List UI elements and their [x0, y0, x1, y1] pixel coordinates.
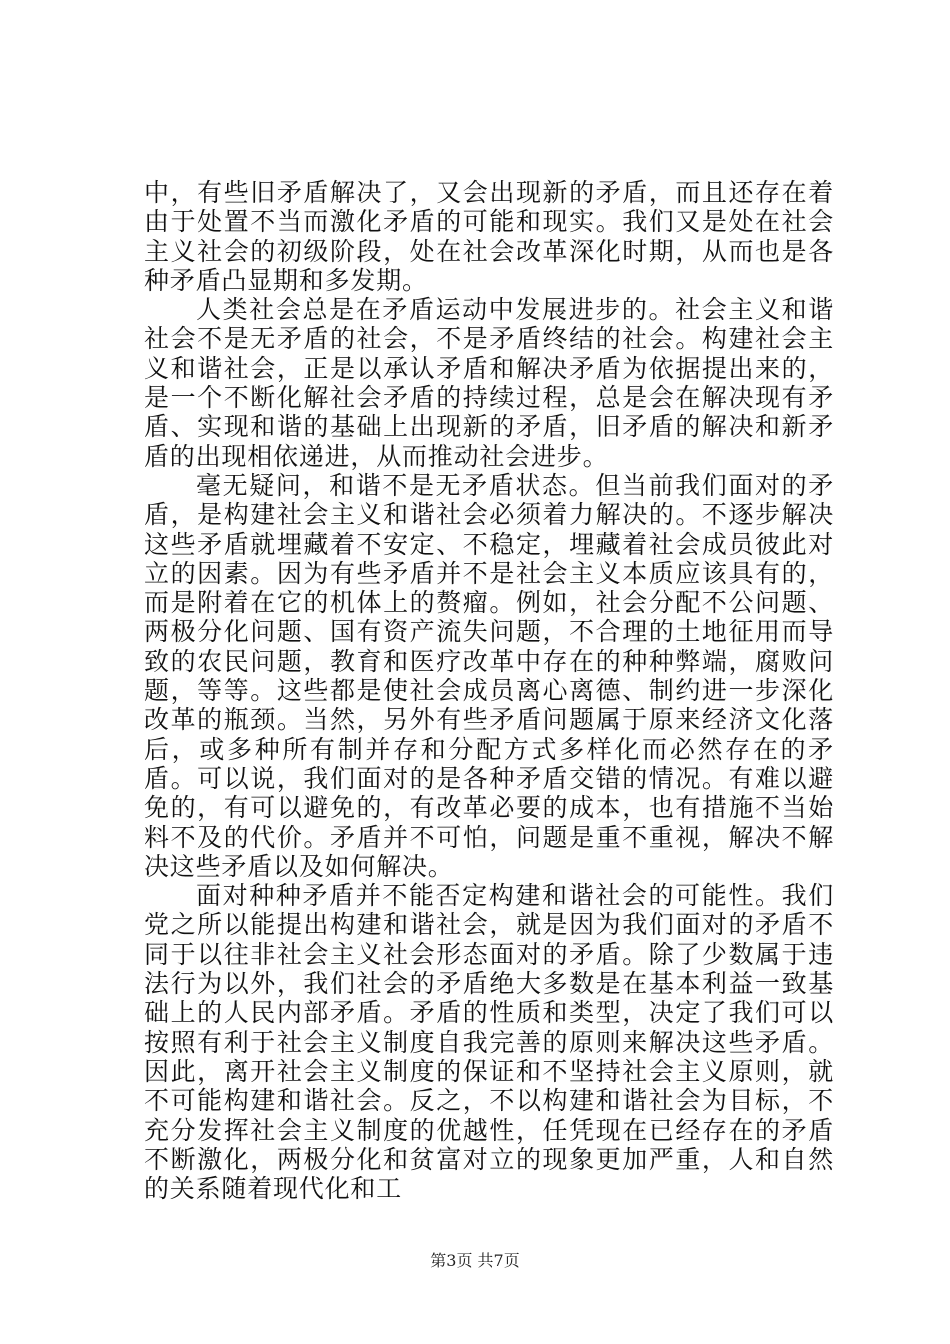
paragraph-4: 面对种种矛盾并不能否定构建和谐社会的可能性。我们党之所以能提出构建和谐社会，就是因为我们面对的矛盾不同于以往非社会主义社会形态面对的矛盾。除了少数属于违法行为以外，我们社会的矛盾绝大多数是在基本利益一致基础上的人民内部矛盾。矛盾的性质和类型，决定了我们可以按照有利于社会主义制度自我完善的原则来解决这些矛盾。因此，离开社会主义制度的保证和不坚持社会主义原则，就不可能构建和谐社会。反之，不以构建和谐社会为目标，不充分发挥社会主义制度的优越性，任凭现在已经存在的矛盾不断激化，两极分化和贫富对立的现象更加严重，人和自然的关系随着现代化和工 [144, 881, 834, 1204]
page-footer: 第3页 共7页 [430, 1251, 520, 1270]
paragraph-3: 毫无疑问，和谐不是无矛盾状态。但当前我们面对的矛盾，是构建社会主义和谐社会必须着力解决的。不逐步解决这些矛盾就埋藏着不安定、不稳定，埋藏着社会成员彼此对立的因素。因为有些矛盾并不是社会主义本质应该具有的，而是附着在它的机体上的赘瘤。例如，社会分配不公问题、两极分化问题、国有资产流失问题，不合理的土地征用而导致的农民问题，教育和医疗改革中存在的种种弊端，腐败问题，等等。这些都是使社会成员离心离德、制约进一步深化改革的瓶颈。当然，另外有些矛盾问题属于原来经济文化落后，或多种所有制并存和分配方式多样化而必然存在的矛盾。可以说，我们面对的是各种矛盾交错的情况。有难以避免的，有可以避免的，有改革必要的成本，也有措施不当始料不及的代价。矛盾并不可怕，问题是重不重视，解决不解决这些矛盾以及如何解决。 [144, 470, 834, 881]
body-text [144, 178, 834, 1203]
paragraph-2: 人类社会总是在矛盾运动中发展进步的。社会主义和谐社会不是无矛盾的社会，不是矛盾终结的社会。构建社会主义和谐社会，正是以承认矛盾和解决矛盾为依据提出来的，是一个不断化解社会矛盾的持续过程，总是会在解决现有矛盾、实现和谐的基础上出现新的矛盾，旧矛盾的解决和新矛盾的出现相依递进，从而推动社会进步。 [144, 295, 834, 471]
paragraph-1: 中，有些旧矛盾解决了，又会出现新的矛盾，而且还存在着由于处置不当而激化矛盾的可能和现实。我们又是处在社会主义社会的初级阶段，处在社会改革深化时期，从而也是各种矛盾凸显期和多发期。 [144, 178, 834, 295]
